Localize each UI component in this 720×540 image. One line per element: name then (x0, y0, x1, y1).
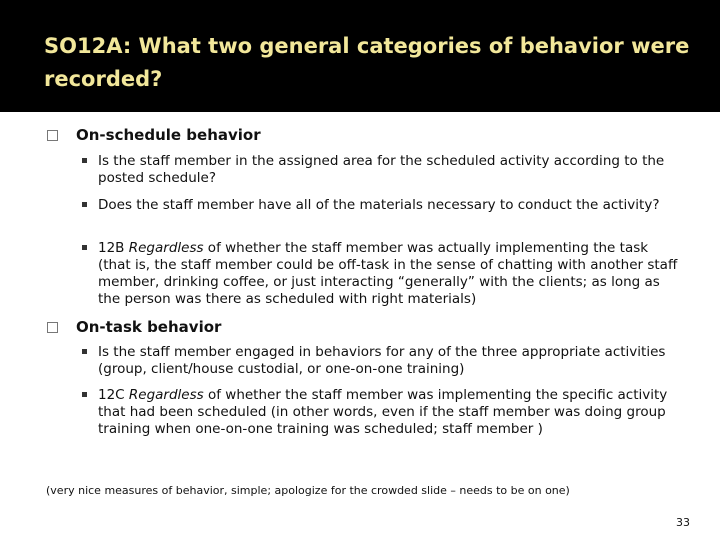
bullet-icon (82, 349, 87, 354)
section-bullet-icon (47, 322, 58, 333)
page-number: 33 (676, 516, 690, 529)
bullet-item: Does the staff member have all of the materials necessary to conduct the activity? (98, 197, 660, 213)
bullet-icon (82, 245, 87, 250)
title-bar (0, 0, 720, 112)
bullet-emphasis: Regardless (128, 240, 204, 256)
section-heading-on-task: On-task behavior (76, 318, 222, 336)
bullet-icon (82, 202, 87, 207)
slide-title: SO12A: What two general categories of behavior were recorded? (44, 34, 690, 91)
bullet-item: Is the staff member in the assigned area for the scheduled activity according to the posted schedule? (98, 153, 665, 186)
bullet-item: Is the staff member engaged in behaviors for any of the three appropriate activities (group, client/house custodial, or one-on-one training) (98, 344, 666, 377)
bullet-item (98, 387, 678, 438)
bullet-rest: of whether the staff member was implementing the specific activity that had been scheduled (in other words, even if the staff member was doing group training when one-on-one training was scheduled; staff member ) (98, 387, 668, 437)
bullet-icon (82, 392, 87, 397)
bullet-prefix: 12C (98, 387, 129, 403)
bullet-emphasis: Regardless (128, 387, 204, 403)
bullet-rest: of whether the staff member was actually implementing the task (that is, the staff member could be off-task in the sense of chatting with another staff member, drinking coffee, or just interacting “generally” with the clients; as long as the person was there as scheduled with right materials) (98, 240, 678, 307)
bullet-item (98, 240, 678, 308)
section-bullet-icon (47, 130, 58, 141)
section-heading-on-schedule: On-schedule behavior (76, 126, 261, 144)
bullet-icon (82, 158, 87, 163)
bullet-prefix: 12B (98, 240, 129, 256)
footnote: (very nice measures of behavior, simple; apologize for the crowded slide – needs to be on one) (46, 484, 570, 497)
